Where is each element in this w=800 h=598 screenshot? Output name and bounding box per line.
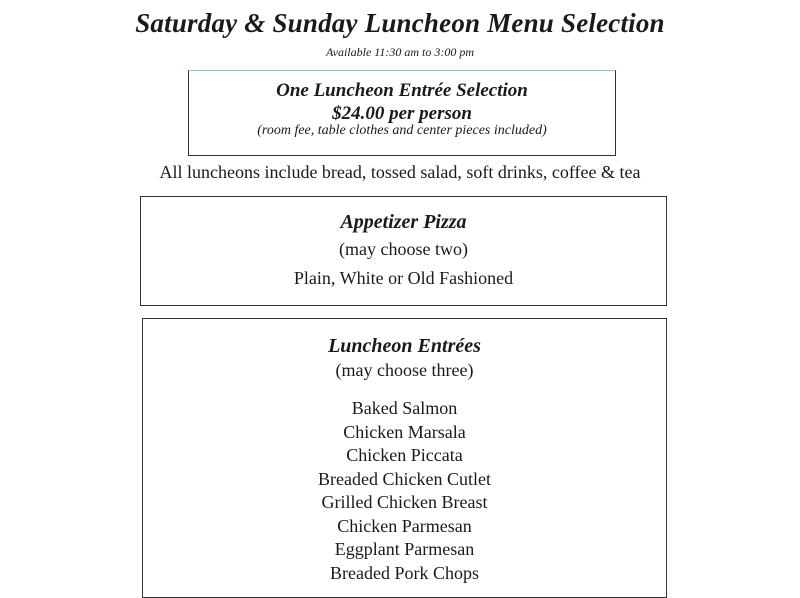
entrees-heading: Luncheon Entrées bbox=[328, 335, 481, 357]
price-box-heading: One Luncheon Entrée Selection bbox=[276, 80, 528, 101]
menu-title: Saturday & Sunday Luncheon Menu Selection bbox=[135, 8, 665, 38]
appetizer-options: Plain, White or Old Fashioned bbox=[293, 268, 514, 288]
entree-item: Baked Salmon bbox=[351, 398, 458, 418]
entrees-box bbox=[142, 318, 667, 598]
entree-item: Eggplant Parmesan bbox=[334, 539, 475, 559]
appetizer-choose-note: (may choose two) bbox=[339, 239, 468, 259]
appetizer-heading: Appetizer Pizza bbox=[340, 211, 467, 233]
entree-item: Chicken Piccata bbox=[346, 445, 463, 465]
entree-list bbox=[143, 397, 666, 585]
entree-item: Breaded Chicken Cutlet bbox=[318, 468, 491, 489]
appetizer-box bbox=[140, 196, 667, 306]
includes-note: All luncheons include bread, tossed salad, soft drinks, coffee & tea bbox=[159, 162, 641, 182]
entree-item: Breaded Pork Chops bbox=[330, 562, 479, 583]
entrees-choose-note: (may choose three) bbox=[335, 360, 474, 380]
entree-item: Grilled Chicken Breast bbox=[321, 492, 488, 512]
price-box bbox=[188, 70, 616, 156]
entree-item: Chicken Parmesan bbox=[337, 515, 472, 536]
price-per-person: $24.00 per person bbox=[332, 103, 472, 124]
price-box-note: (room fee, table clothes and center pieces included) bbox=[257, 123, 547, 138]
availability-note: Available 11:30 am to 3:00 pm bbox=[325, 45, 475, 59]
entree-item: Chicken Marsala bbox=[343, 421, 466, 442]
